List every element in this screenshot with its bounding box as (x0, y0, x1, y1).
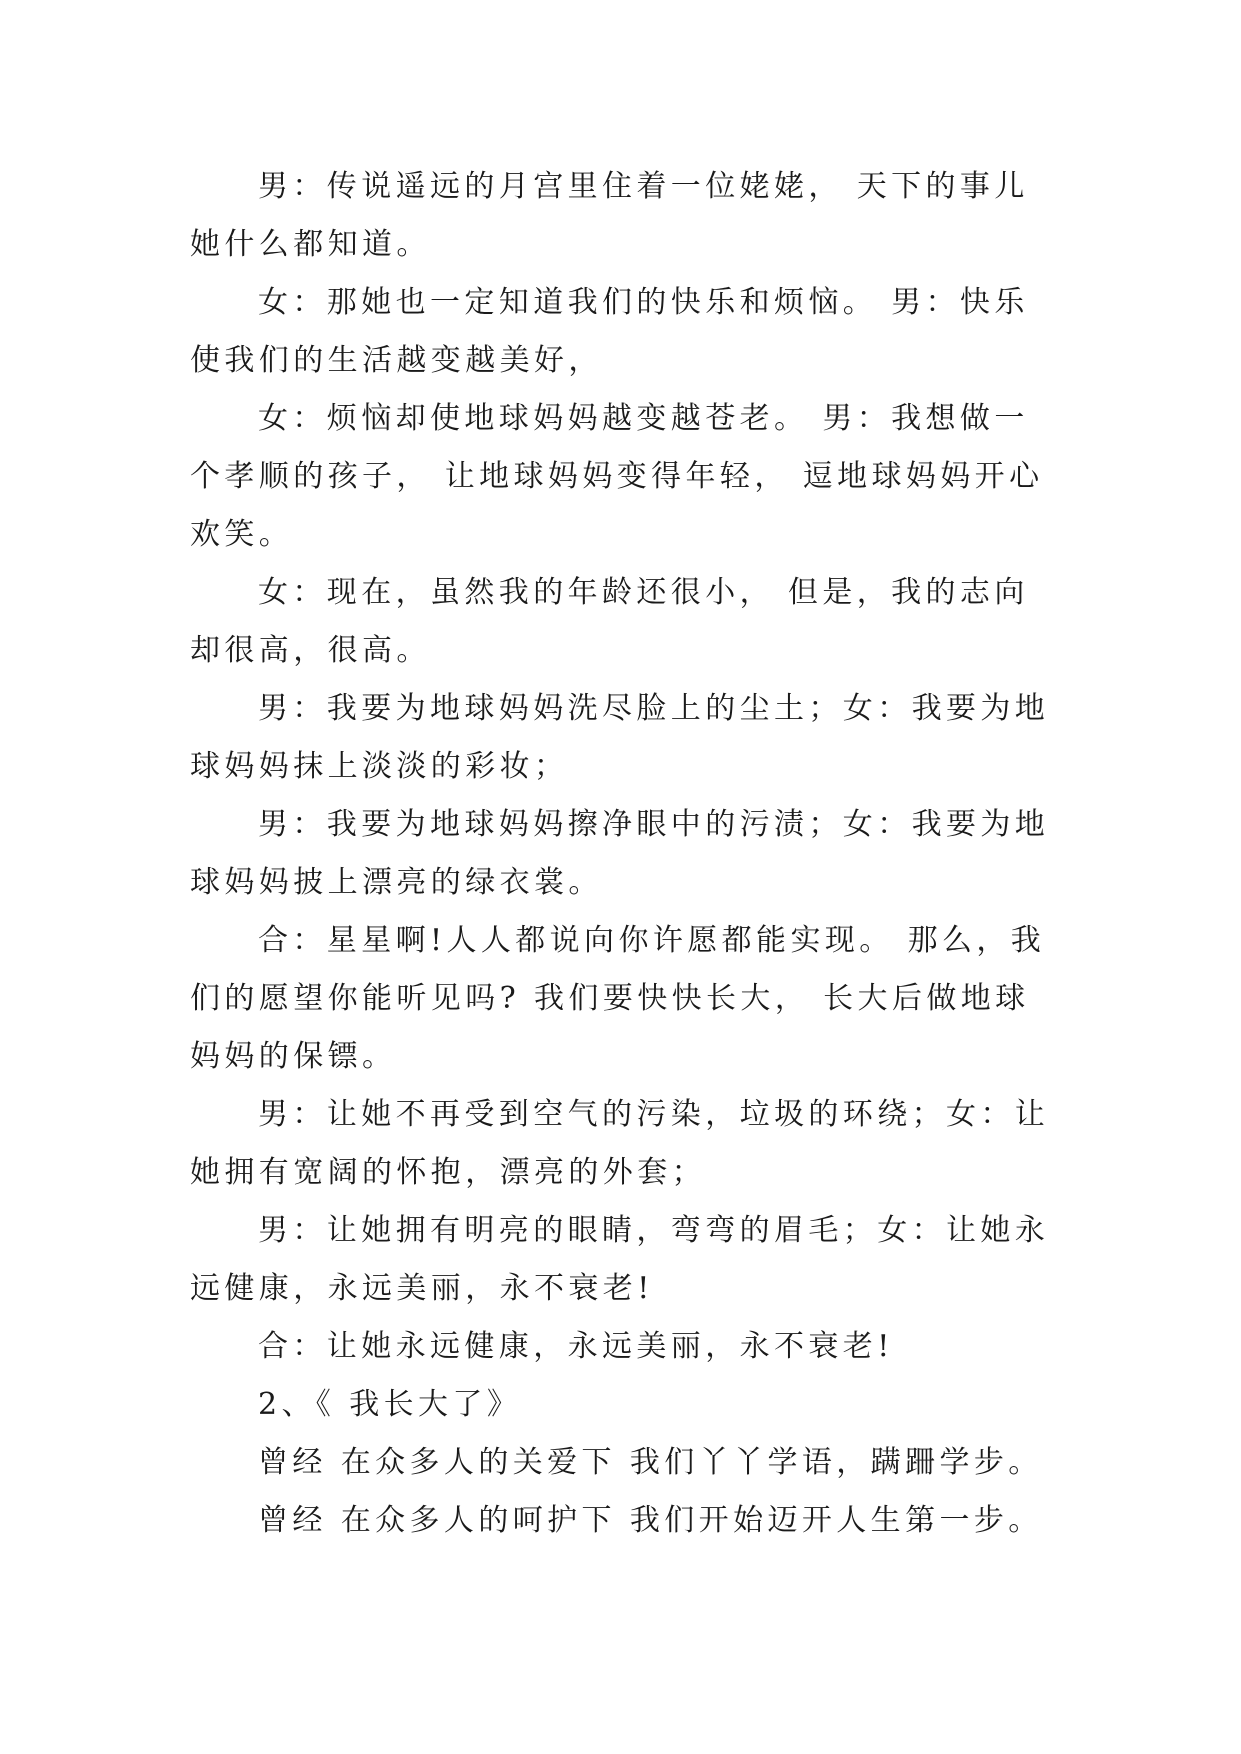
dialogue-paragraph: 男：让她不再受到空气的污染，垃圾的环绕；女：让她拥有宽阔的怀抱，漂亮的外套； (190, 1097, 1050, 1190)
dialogue-paragraph: 合：让她永远健康，永远美丽，永不衰老! (258, 1329, 894, 1364)
dialogue-paragraph: 女：现在，虽然我的年龄还很小， 但是，我的志向却很高，很高。 (190, 575, 1029, 668)
dialogue-paragraph: 男：我要为地球妈妈擦净眼中的污渍；女：我要为地球妈妈披上漂亮的绿衣裳。 (190, 807, 1050, 900)
dialogue-paragraph: 合：星星啊!人人都说向你许愿都能实现。 那么，我们的愿望你能听见吗? 我们要快快长大， 长大后做地球妈妈的保镖。 (190, 923, 1046, 1074)
poem-line: 曾经 在众多人的呵护下 我们开始迈开人生第一步。 (258, 1503, 1043, 1538)
poem-line: 曾经 在众多人的关爱下 我们丫丫学语，蹒跚学步。 (258, 1445, 1043, 1480)
document-page (190, 158, 1054, 1550)
dialogue-paragraph: 女：那她也一定知道我们的快乐和烦恼。 男：快乐使我们的生活越变越美好， (190, 285, 1029, 378)
dialogue-paragraph: 男：传说遥远的月宫里住着一位姥姥， 天下的事儿她什么都知道。 (190, 169, 1029, 262)
dialogue-paragraph: 男：让她拥有明亮的眼睛，弯弯的眉毛；女：让她永远健康，永远美丽，永不衰老! (190, 1213, 1050, 1306)
dialogue-paragraph: 女：烦恼却使地球妈妈越变越苍老。 男：我想做一个孝顺的孩子， 让地球妈妈变得年轻， 逗地球妈妈开心欢笑。 (190, 401, 1044, 552)
dialogue-paragraph: 男：我要为地球妈妈洗尽脸上的尘土；女：我要为地球妈妈抹上淡淡的彩妆； (190, 691, 1050, 784)
section-heading: 2、《 我长大了》 (258, 1387, 522, 1422)
